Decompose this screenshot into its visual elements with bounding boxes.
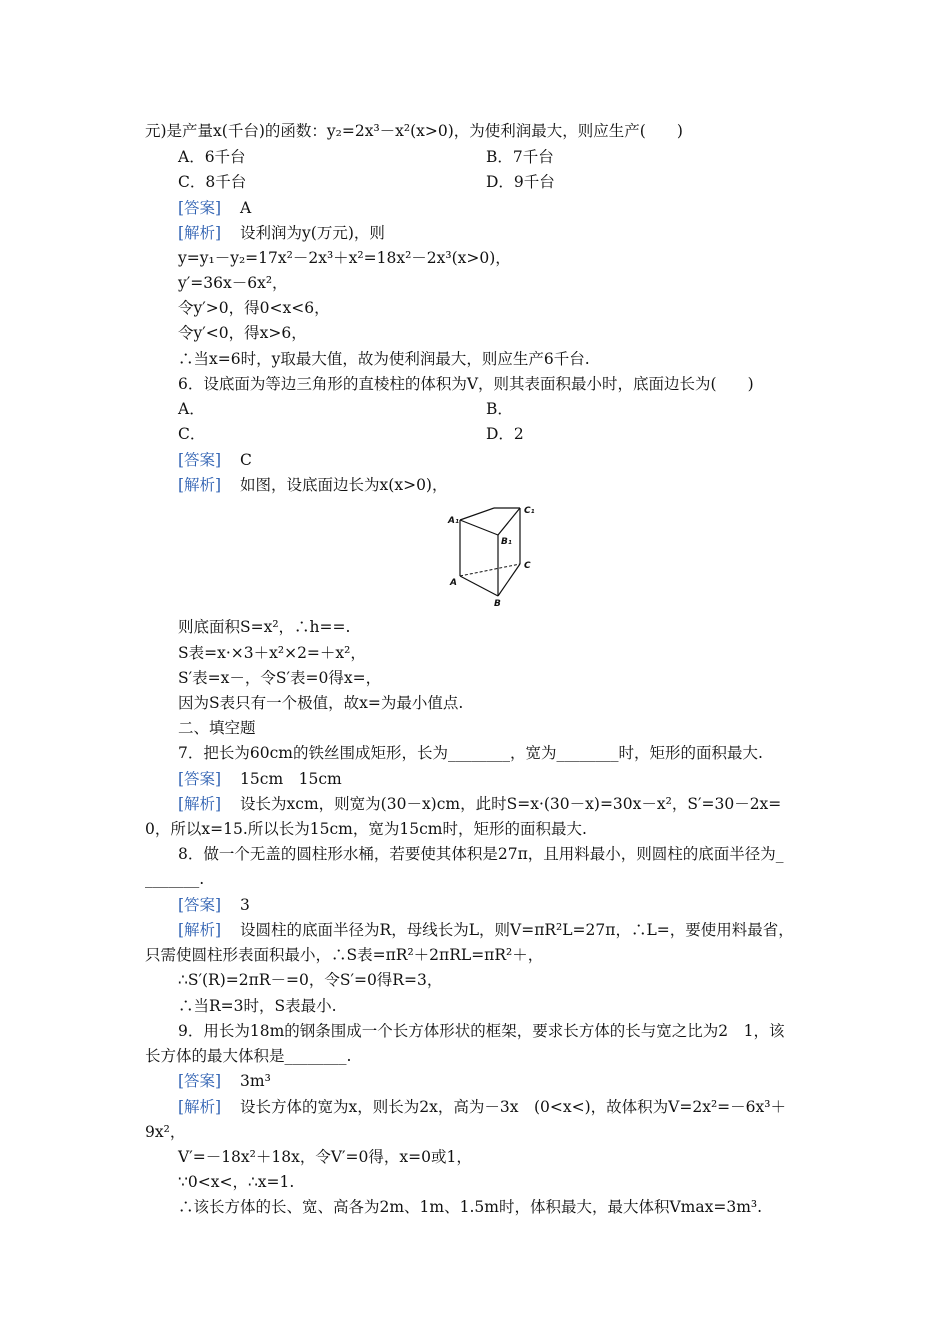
answer-line — [178, 1070, 271, 1092]
option-d: D．9千台 — [486, 173, 555, 191]
edge-a1-b1 — [460, 520, 498, 535]
text-line: 因为S表只有一个极值，故x=为最小值点. — [178, 694, 464, 712]
edge-b-c — [498, 564, 520, 596]
label-b: B — [494, 599, 501, 609]
edge-a1-c1 — [460, 508, 494, 520]
analysis-text: 设长方体的宽为x，则长为2x，高为－3x (0<x<)，故体积为V=2x²=－6x³＋ — [240, 1098, 786, 1116]
text-line: V′=－18x²＋18x，令V′=0得，x=0或1， — [178, 1148, 472, 1166]
answer-line — [178, 768, 342, 790]
edge-b1-c1 — [498, 508, 520, 535]
analysis-line — [178, 919, 794, 941]
label-a1: A₁ — [448, 516, 459, 526]
answer-line — [178, 197, 251, 219]
analysis-text: 设圆柱的底面半径为R，母线长为L，则V=πR²L=27π，∴L=，要使用料最省， — [240, 921, 794, 939]
answer-tag: [答案] — [178, 896, 222, 914]
label-c1: C₁ — [524, 506, 535, 516]
text-line: y=y₁－y₂=17x²－2x³＋x²=18x²－2x³(x>0)， — [178, 249, 511, 267]
text-line: 只需使圆柱形表面积最小，∴S表=πR²＋2πRL=πR²＋， — [145, 946, 544, 964]
text-line: ∴该长方体的长、宽、高各为2m、1m、1.5m时，体积最大，最大体积Vmax=3m³. — [178, 1198, 763, 1216]
text-line: S′表=x－，令S′表=0得x=， — [178, 669, 382, 687]
prism-figure — [440, 498, 550, 610]
analysis-line — [178, 222, 385, 244]
question-9: 9．用长为18m的钢条围成一个长方体形状的框架，要求长方体的长与宽之比为2 1，该 — [178, 1022, 785, 1040]
label-c: C — [524, 561, 531, 571]
edge-a-c-hidden — [460, 564, 520, 576]
question-6: 6．设底面为等边三角形的直棱柱的体积为V，则其表面积最小时，底面边长为( ) — [178, 375, 754, 393]
label-b1: B₁ — [501, 537, 512, 547]
text-line: 9x²， — [145, 1123, 186, 1141]
text-line: 0，所以x=15.所以长为15cm，宽为15cm时，矩形的面积最大. — [145, 820, 587, 838]
analysis-text: 设利润为y(万元)，则 — [240, 224, 385, 242]
text-line: 长方体的最大体积是________. — [145, 1047, 352, 1065]
text-line: S表=x·×3＋x²×2=＋x²， — [178, 644, 366, 662]
text-line: y′=36x－6x²， — [178, 274, 288, 292]
option-c: C． — [178, 425, 206, 443]
text-line: 元)是产量x(千台)的函数：y₂=2x³－x²(x>0)，为使利润最大，则应生产( ) — [145, 122, 683, 140]
answer-line — [178, 449, 252, 471]
question-7: 7．把长为60cm的铁丝围成矩形，长为________，宽为________时，矩形的面积最大. — [178, 744, 763, 762]
answer-value: A — [240, 199, 252, 217]
edge-a-b — [460, 576, 498, 596]
analysis-line — [178, 1096, 786, 1118]
analysis-tag: [解析] — [178, 795, 222, 813]
answer-tag: [答案] — [178, 1072, 222, 1090]
text-line: _______. — [145, 870, 205, 888]
analysis-text: 如图，设底面边长为x(x>0)， — [240, 476, 448, 494]
answer-tag: [答案] — [178, 770, 222, 788]
text-line: 令y′>0，得0<x<6， — [178, 299, 330, 317]
answer-tag: [答案] — [178, 451, 222, 469]
answer-value: C — [240, 451, 252, 469]
analysis-tag: [解析] — [178, 224, 222, 242]
text-line: ∴当R=3时，S表最小. — [178, 997, 337, 1015]
answer-value: 3m³ — [240, 1072, 271, 1090]
analysis-line — [178, 474, 447, 496]
question-8: 8．做一个无盖的圆柱形水桶，若要使其体积是27π，且用料最小，则圆柱的底面半径为_ — [178, 845, 784, 863]
text-line: 令y′<0，得x>6， — [178, 324, 307, 342]
text-line: ∴当x=6时，y取最大值，故为使利润最大，则应生产6千台. — [178, 350, 590, 368]
text-line: 则底面积S=x²，∴h==. — [178, 618, 351, 636]
text-line: ∵0<x<，∴x=1. — [178, 1173, 295, 1191]
option-b: B．7千台 — [486, 148, 554, 166]
analysis-tag: [解析] — [178, 1098, 222, 1116]
answer-tag: [答案] — [178, 199, 222, 217]
label-a: A — [450, 578, 457, 588]
analysis-tag: [解析] — [178, 476, 222, 494]
answer-line — [178, 894, 250, 916]
section-heading: 二、填空题 — [178, 719, 256, 737]
answer-value: 3 — [240, 896, 250, 914]
option-a: A．6千台 — [178, 148, 246, 166]
analysis-line — [178, 793, 781, 815]
option-d: D．2 — [486, 425, 524, 443]
text-line: ∴S′(R)=2πR－=0，令S′=0得R=3， — [178, 971, 443, 989]
analysis-text: 设长为xcm，则宽为(30－x)cm，此时S=x·(30－x)=30x－x²，S′=30－2x= — [240, 795, 782, 813]
answer-value: 15cm 15cm — [240, 770, 342, 788]
option-a: A． — [178, 400, 205, 418]
analysis-tag: [解析] — [178, 921, 222, 939]
option-c: C．8千台 — [178, 173, 247, 191]
option-b: B． — [486, 400, 513, 418]
